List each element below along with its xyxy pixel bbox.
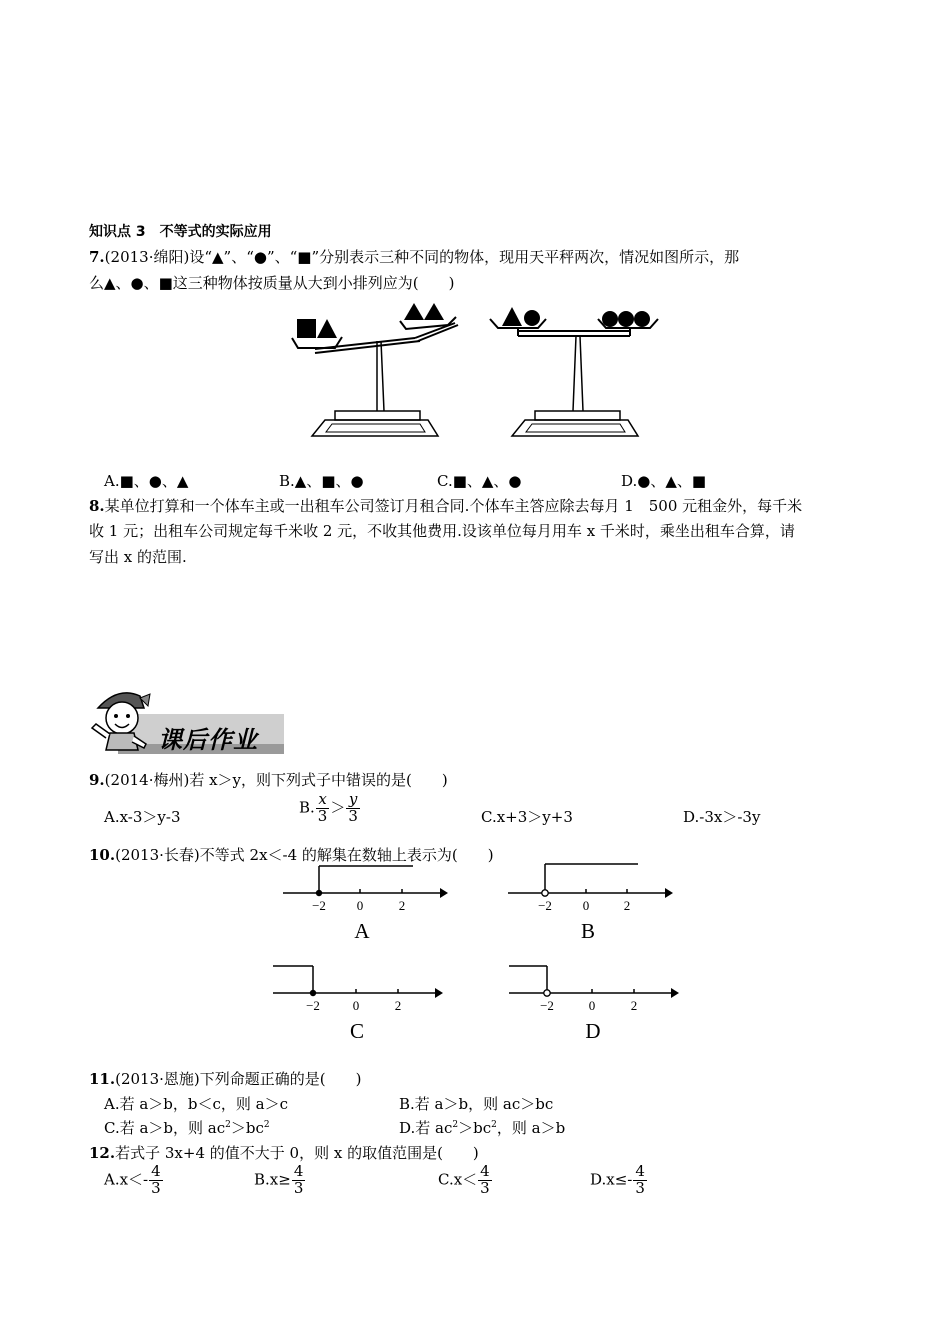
question-7-line1 — [89, 246, 739, 267]
fraction — [316, 792, 330, 825]
circle-shape — [618, 311, 634, 327]
question-8-line1 — [89, 495, 802, 516]
exponent: 2 — [225, 1120, 231, 1130]
tick-label: −2 — [540, 998, 554, 1013]
number-line-b[interactable] — [505, 860, 675, 945]
fraction-numerator: y — [346, 792, 360, 809]
number-line-a[interactable] — [280, 860, 450, 945]
operator: ＞ — [330, 798, 346, 817]
option-label: B. — [299, 798, 315, 817]
tick-label: 2 — [394, 998, 402, 1013]
fraction-denominator: 3 — [635, 1178, 645, 1197]
circle-shape — [634, 311, 650, 327]
option-text: ＞bc — [230, 1119, 264, 1137]
question-text: (2013·恩施)下列命题正确的是( ) — [115, 1070, 362, 1088]
option-label: A.x＜- — [104, 1170, 149, 1189]
fraction — [478, 1164, 492, 1197]
question-number: 7. — [89, 248, 105, 266]
tick-label: 2 — [630, 998, 638, 1013]
option-b[interactable]: B.若 a＞b，则 ac＞bc — [399, 1095, 554, 1113]
question-text: 某单位打算和一个体车主或一出租车公司签订月租合同.个体车主答应除去每月 1 500 元租金外，每千米 — [104, 497, 803, 515]
exponent: 2 — [452, 1120, 459, 1130]
option-d[interactable] — [399, 1117, 565, 1138]
option-d[interactable] — [590, 1164, 648, 1197]
number-line-d[interactable] — [506, 960, 686, 1045]
question-9 — [89, 769, 448, 790]
tick-label: 0 — [352, 998, 360, 1013]
option-a[interactable]: A.■、●、▲ — [104, 472, 189, 490]
question-12 — [89, 1142, 479, 1163]
fraction-numerator: 4 — [480, 1162, 490, 1180]
homework-title: 课后作业 — [158, 726, 258, 754]
question-11 — [89, 1068, 361, 1089]
option-text: D.若 ac — [399, 1119, 453, 1137]
triangle-shape — [424, 303, 444, 320]
option-a[interactable]: A.x-3＞y-3 — [104, 808, 181, 826]
option-b[interactable] — [254, 1164, 306, 1197]
tick-label: −2 — [306, 998, 320, 1013]
tick-label: 0 — [356, 898, 364, 913]
question-text: (2013·绵阳)设“▲”、“●”、“■”分别表示三种不同的物体，现用天平秤两次，情况如图所示，那 — [104, 248, 740, 266]
option-label: B.x≥ — [254, 1170, 291, 1189]
option-c[interactable] — [104, 1117, 270, 1138]
fraction-numerator: 4 — [293, 1162, 304, 1180]
fraction-denominator: 3 — [480, 1178, 490, 1197]
fraction-numerator: 4 — [151, 1162, 161, 1180]
option-label: C.x＜ — [438, 1170, 478, 1189]
exponent: 2 — [263, 1120, 270, 1130]
fraction-numerator: 4 — [635, 1162, 645, 1180]
fraction — [346, 792, 360, 825]
figure-label: D — [585, 1019, 601, 1043]
option-c[interactable] — [438, 1164, 493, 1197]
option-d[interactable]: D.●、▲、■ — [621, 472, 707, 490]
fraction — [149, 1164, 163, 1197]
option-c[interactable]: C.■、▲、● — [437, 472, 522, 490]
option-c[interactable]: C.x+3＞y+3 — [481, 808, 573, 826]
question-number: 10. — [89, 846, 116, 864]
left-balance-scale — [292, 303, 458, 436]
fraction-numerator: x — [316, 792, 330, 809]
fraction-denominator: 3 — [293, 1178, 304, 1197]
fraction — [633, 1164, 647, 1197]
triangle-shape — [404, 303, 424, 320]
section-title: 知识点 3 不等式的实际应用 — [89, 224, 272, 240]
question-number: 12. — [89, 1144, 116, 1162]
question-8-line2: 收 1 元；出租车公司规定每千米收 2 元，不收其他费用.设该单位每月用车 x 千米时，乘坐出租车合算，请 — [89, 522, 795, 540]
option-a[interactable]: A.若 a＞b，b＜c，则 a＞c — [104, 1095, 289, 1113]
option-b[interactable] — [299, 792, 361, 825]
figure-label: A — [354, 919, 370, 943]
option-text: C.若 a＞b，则 ac — [104, 1119, 226, 1137]
fraction-denominator: 3 — [151, 1178, 161, 1197]
exponent: 2 — [491, 1120, 497, 1130]
option-label: D.x≤- — [590, 1170, 633, 1189]
option-text: ，则 a＞b — [496, 1119, 566, 1137]
right-balance-scale — [490, 307, 658, 436]
question-8-line3: 写出 x 的范围. — [89, 548, 187, 566]
tick-label: −2 — [312, 898, 326, 913]
question-text: (2014·梅州)若 x＞y，则下列式子中错误的是( ) — [104, 771, 448, 789]
fraction-denominator: 3 — [348, 806, 358, 825]
option-d[interactable]: D.-3x＞-3y — [683, 808, 761, 826]
triangle-shape — [317, 319, 337, 338]
circle-shape — [602, 311, 618, 327]
question-number: 11. — [89, 1070, 116, 1088]
figure-label: B — [580, 919, 596, 943]
balance-scales-figure — [280, 293, 670, 443]
tick-label: 2 — [398, 898, 406, 913]
question-7-line2: 么▲、●、■这三种物体按质量从大到小排列应为( ) — [89, 274, 455, 292]
tick-label: 0 — [588, 998, 596, 1013]
option-a[interactable] — [104, 1164, 164, 1197]
question-number: 9. — [89, 771, 105, 789]
homework-banner — [88, 686, 288, 758]
fraction — [292, 1164, 306, 1197]
question-number: 8. — [89, 497, 105, 515]
number-line-c[interactable] — [270, 960, 450, 1045]
tick-label: 0 — [582, 898, 590, 913]
square-shape — [297, 319, 316, 338]
tick-label: 2 — [623, 898, 631, 913]
question-text: 若式子 3x+4 的值不大于 0，则 x 的取值范围是( ) — [115, 1144, 479, 1162]
question-text: (2013·长春)不等式 2x＜-4 的解集在数轴上表示为( ) — [115, 846, 494, 864]
option-text: ＞bc — [458, 1119, 492, 1137]
fraction-denominator: 3 — [317, 806, 328, 825]
figure-label: C — [349, 1019, 365, 1043]
tick-label: −2 — [538, 898, 552, 913]
triangle-shape — [502, 307, 522, 326]
option-b[interactable]: B.▲、■、● — [279, 472, 364, 490]
circle-shape — [524, 310, 540, 326]
